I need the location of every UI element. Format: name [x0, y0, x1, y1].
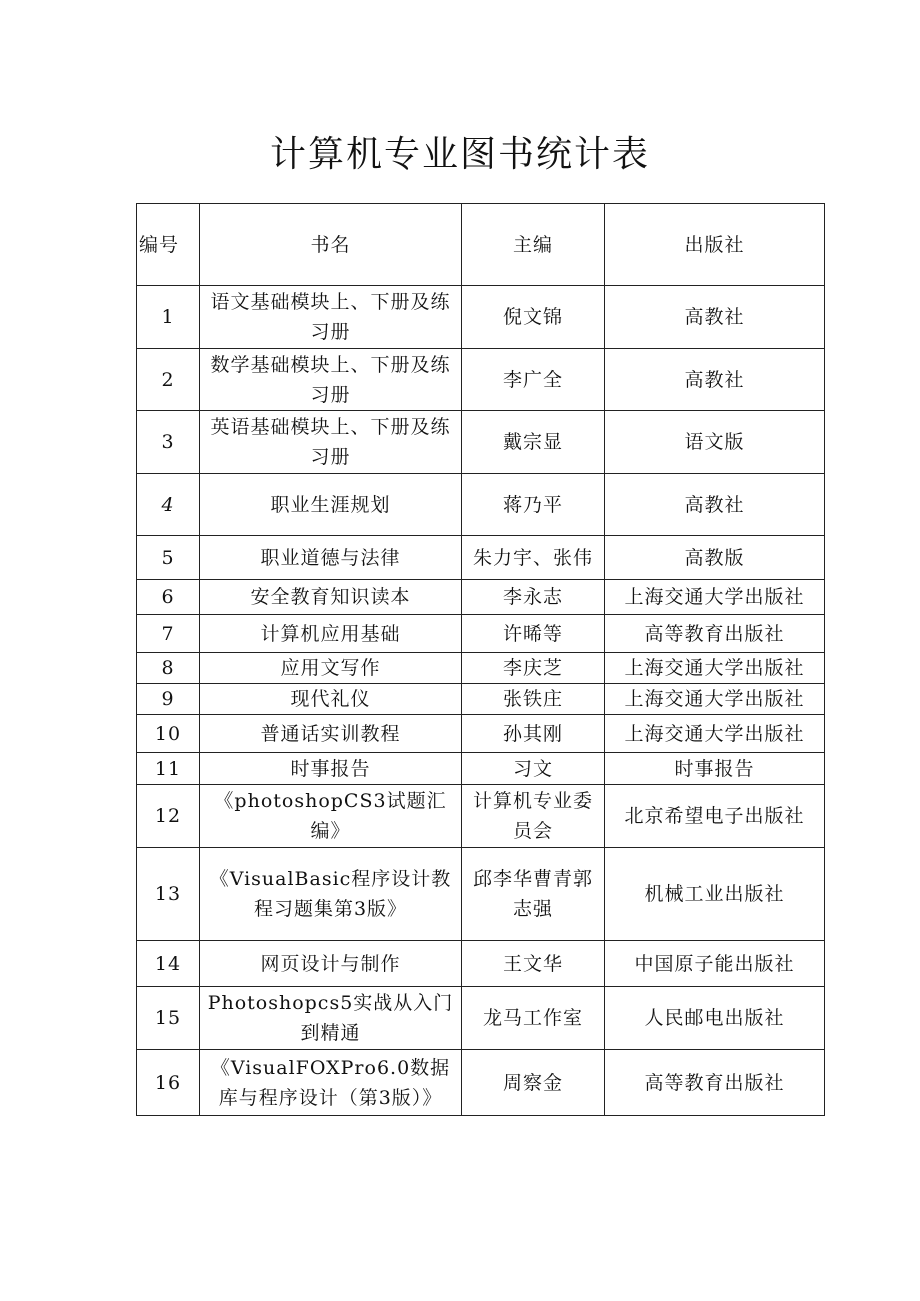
publisher-name: 高等教育出版社 — [605, 615, 825, 653]
editor-name: 倪文锦 — [462, 286, 605, 349]
row-number: 15 — [137, 987, 200, 1050]
table-row — [137, 580, 825, 615]
header-book-name: 书名 — [200, 204, 462, 286]
book-name: 普通话实训教程 — [200, 715, 462, 753]
table-row — [137, 536, 825, 580]
row-number: 6 — [137, 580, 200, 615]
table-row — [137, 474, 825, 536]
table-row — [137, 653, 825, 684]
row-number: 14 — [137, 941, 200, 987]
editor-name: 计算机专业委员会 — [462, 785, 605, 848]
table-row — [137, 753, 825, 785]
publisher-name: 语文版 — [605, 411, 825, 474]
publisher-name: 中国原子能出版社 — [605, 941, 825, 987]
header-number: 编号 — [137, 204, 200, 286]
table-row — [137, 411, 825, 474]
row-number: 11 — [137, 753, 200, 785]
book-name: 《VisualBasic程序设计教程习题集第3版》 — [200, 848, 462, 941]
book-name: 安全教育知识读本 — [200, 580, 462, 615]
publisher-name: 人民邮电出版社 — [605, 987, 825, 1050]
row-number: 13 — [137, 848, 200, 941]
book-name: Photoshopcs5实战从入门到精通 — [200, 987, 462, 1050]
row-number: 8 — [137, 653, 200, 684]
editor-name: 李永志 — [462, 580, 605, 615]
book-name: 现代礼仪 — [200, 684, 462, 715]
header-publisher: 出版社 — [605, 204, 825, 286]
editor-name: 王文华 — [462, 941, 605, 987]
table-row — [137, 941, 825, 987]
publisher-name: 北京希望电子出版社 — [605, 785, 825, 848]
publisher-name: 高等教育出版社 — [605, 1050, 825, 1116]
header-editor: 主编 — [462, 204, 605, 286]
editor-name: 周察金 — [462, 1050, 605, 1116]
editor-name: 习文 — [462, 753, 605, 785]
publisher-name: 机械工业出版社 — [605, 848, 825, 941]
book-statistics-table — [136, 203, 825, 1116]
editor-name: 许晞等 — [462, 615, 605, 653]
book-name: 《photoshopCS3试题汇编》 — [200, 785, 462, 848]
table-row — [137, 286, 825, 349]
book-name: 职业生涯规划 — [200, 474, 462, 536]
editor-name: 李庆芝 — [462, 653, 605, 684]
editor-name: 李广全 — [462, 349, 605, 411]
editor-name: 邱李华曹青郭志强 — [462, 848, 605, 941]
row-number: 1 — [137, 286, 200, 349]
row-number: 7 — [137, 615, 200, 653]
book-name: 英语基础模块上、下册及练习册 — [200, 411, 462, 474]
editor-name: 孙其刚 — [462, 715, 605, 753]
publisher-name: 上海交通大学出版社 — [605, 580, 825, 615]
publisher-name: 高教社 — [605, 286, 825, 349]
table-row — [137, 785, 825, 848]
publisher-name: 上海交通大学出版社 — [605, 684, 825, 715]
publisher-name: 高教社 — [605, 349, 825, 411]
publisher-name: 高教社 — [605, 474, 825, 536]
book-name: 网页设计与制作 — [200, 941, 462, 987]
row-number: 5 — [137, 536, 200, 580]
editor-name: 龙马工作室 — [462, 987, 605, 1050]
table-row — [137, 349, 825, 411]
table-row — [137, 715, 825, 753]
book-name: 时事报告 — [200, 753, 462, 785]
book-name: 数学基础模块上、下册及练习册 — [200, 349, 462, 411]
table-row — [137, 615, 825, 653]
table-row — [137, 848, 825, 941]
row-number: 12 — [137, 785, 200, 848]
row-number: 10 — [137, 715, 200, 753]
publisher-name: 上海交通大学出版社 — [605, 715, 825, 753]
row-number: 4 — [137, 474, 200, 536]
table-row — [137, 1050, 825, 1116]
book-name: 计算机应用基础 — [200, 615, 462, 653]
editor-name: 戴宗显 — [462, 411, 605, 474]
editor-name: 蒋乃平 — [462, 474, 605, 536]
table-row — [137, 684, 825, 715]
document-title: 计算机专业图书统计表 — [269, 134, 650, 175]
book-name: 《VisualFOXPro6.0数据库与程序设计（第3版）》 — [200, 1050, 462, 1116]
row-number: 16 — [137, 1050, 200, 1116]
table-header-row — [137, 204, 825, 286]
row-number: 9 — [137, 684, 200, 715]
editor-name: 朱力宇、张伟 — [462, 536, 605, 580]
editor-name: 张铁庄 — [462, 684, 605, 715]
publisher-name: 高教版 — [605, 536, 825, 580]
publisher-name: 上海交通大学出版社 — [605, 653, 825, 684]
row-number: 3 — [137, 411, 200, 474]
book-name: 应用文写作 — [200, 653, 462, 684]
publisher-name: 时事报告 — [605, 753, 825, 785]
table-row — [137, 987, 825, 1050]
book-name: 职业道德与法律 — [200, 536, 462, 580]
book-name: 语文基础模块上、下册及练习册 — [200, 286, 462, 349]
row-number: 2 — [137, 349, 200, 411]
